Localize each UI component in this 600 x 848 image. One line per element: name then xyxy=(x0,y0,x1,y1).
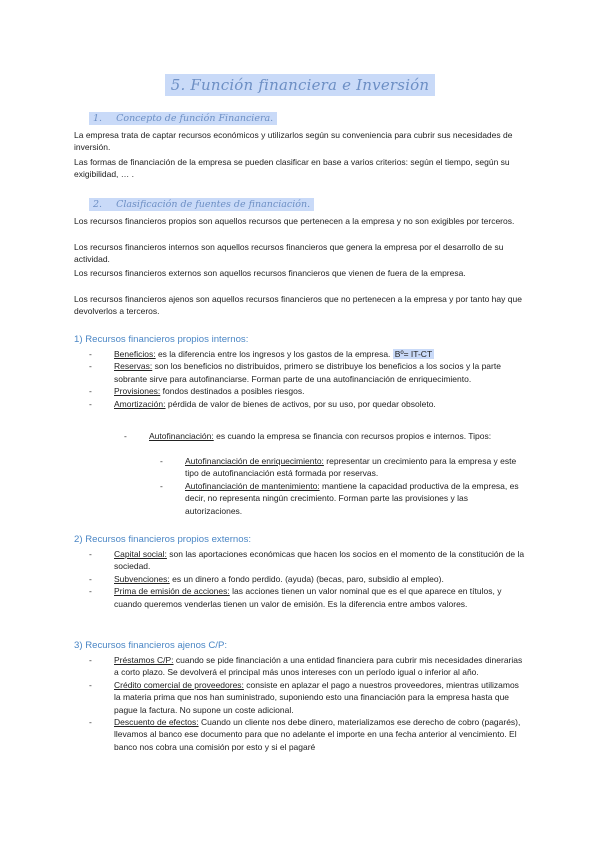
term: Prima de emisión de acciones: xyxy=(114,586,230,597)
list xyxy=(89,348,525,410)
page-title: 5. Función financiera e Inversión xyxy=(165,74,436,96)
list-item xyxy=(160,480,525,517)
list-item xyxy=(89,348,525,360)
subsection-heading: 2) Recursos financieros propios externos: xyxy=(74,534,252,545)
paragraph: Los recursos financieros internos son aquellos recursos financieros que genera la empresa por el desarrollo de su actividad. xyxy=(74,242,504,265)
list-item xyxy=(89,679,525,716)
nested-list xyxy=(124,430,525,442)
term: Provisiones: xyxy=(114,386,161,397)
term: Reservas: xyxy=(114,361,153,372)
definition: es un dinero a fondo perdido. (ayuda) (becas, paro, subsidio al empleo). xyxy=(169,573,444,584)
term: Préstamos C/P: xyxy=(114,655,174,665)
list xyxy=(89,654,525,753)
subsection-heading: 1) Recursos financieros propios internos: xyxy=(74,334,249,345)
definition: consiste en aplazar el pago a nuestros proveedores, mientras utilizamos la materia prima que nos han suministrado, suponiendo esto una financiación para la empresa hasta que pague la factura. No supone un coste adicional. xyxy=(114,679,519,715)
subsection-heading: 3) Recursos financieros ajenos C/P: xyxy=(74,640,228,651)
paragraph: La empresa trata de captar recursos económicos y utilizarlos según su conveniencia para cubrir sus necesidades de inversión. xyxy=(74,130,513,153)
paragraph: Los recursos financieros ajenos son aquellos recursos financieros que no pertenecen a la empresa y por tanto hay que devolverlos a terceros. xyxy=(74,294,522,317)
term: Autofinanciación: xyxy=(149,431,214,441)
formula: Bº= IT-CT xyxy=(394,349,433,359)
list-item xyxy=(89,548,525,573)
term: Beneficios: xyxy=(114,349,156,359)
section-heading-1 xyxy=(89,112,277,125)
list-item xyxy=(89,716,525,753)
term: Capital social: xyxy=(114,549,167,559)
definition: es la diferencia entre los ingresos y los gastos de la empresa. xyxy=(155,349,391,359)
term: Subvenciones: xyxy=(114,573,170,584)
section-label: Concepto de función Financiera. xyxy=(116,113,274,124)
list-item xyxy=(89,385,525,397)
list-item xyxy=(89,398,525,410)
definition: Cuando un cliente nos debe dinero, materializamos ese derecho de cobro (pagarés), llevamos al banco ese documento para que no adelante el importe en una fecha anterior al vencimiento. El banco nos cobra una comisión por esto y si el pagaré xyxy=(114,717,521,752)
list-item xyxy=(89,573,525,585)
list-item xyxy=(89,360,525,385)
definition: fondos destinados a posibles riesgos. xyxy=(160,386,305,397)
paragraph: Los recursos financieros externos son aquellos recursos financieros que vienen de fuera de la empresa. xyxy=(74,268,466,278)
definition: es cuando la empresa se financia con recursos propios e internos. Tipos: xyxy=(213,431,492,441)
definition: las acciones tienen un valor nominal que es el que aparece en títulos, y cuando queremos venderlas tienen un valor de emisión. Es la diferencia entre ambos valores. xyxy=(114,586,502,609)
list xyxy=(89,548,525,610)
definition: pérdida de valor de bienes de activos, por su uso, por quedar obsoleto. xyxy=(165,398,436,409)
definition: cuando se pide financiación a una entidad financiera para cubrir mis necesidades dinerarias a corto plazo. Se devolverá el principal más unos intereses con un período igual o inferior al año. xyxy=(114,655,523,678)
list-item xyxy=(89,654,525,679)
term: Crédito comercial de proveedores: xyxy=(114,679,244,690)
definition: son los beneficios no distribuidos, primero se distribuye los beneficios a los socios y la parte sobrante sirve para autofinanciarse. Forman parte de una autofinanciación de enriquecimiento. xyxy=(114,361,501,384)
title-wrap xyxy=(0,74,600,96)
definition: son las aportaciones económicas que hacen los socios en el momento de la constitución de la sociedad. xyxy=(114,549,525,572)
section-label: Clasificación de fuentes de financiación. xyxy=(116,199,311,210)
list-item xyxy=(89,585,525,610)
paragraph: Los recursos financieros propios son aquellos recursos que pertenecen a la empresa y no son exigibles por terceros. xyxy=(74,216,515,226)
definition: mantiene la capacidad productiva de la empresa, es decir, no representa ningún crecimiento. Forman parte las provisiones y las autorizaciones. xyxy=(185,480,519,516)
term: Autofinanciación de enriquecimiento: xyxy=(185,456,324,466)
nested-list xyxy=(160,455,525,517)
list-item xyxy=(124,430,525,442)
list-item xyxy=(160,455,525,480)
paragraph: Las formas de financiación de la empresa se pueden clasificar en base a varios criterios: según el tiempo, según su exigibilidad, … . xyxy=(74,157,510,180)
term: Amortización: xyxy=(114,398,166,409)
term: Autofinanciación de mantenimiento: xyxy=(185,480,320,491)
definition: representar un crecimiento para la empresa y este tipo de autofinanciación está formada por reservas. xyxy=(185,456,517,479)
section-number: 2. xyxy=(93,199,103,210)
term: Descuento de efectos: xyxy=(114,717,199,728)
section-heading-2 xyxy=(89,198,314,211)
section-number: 1. xyxy=(93,113,103,124)
